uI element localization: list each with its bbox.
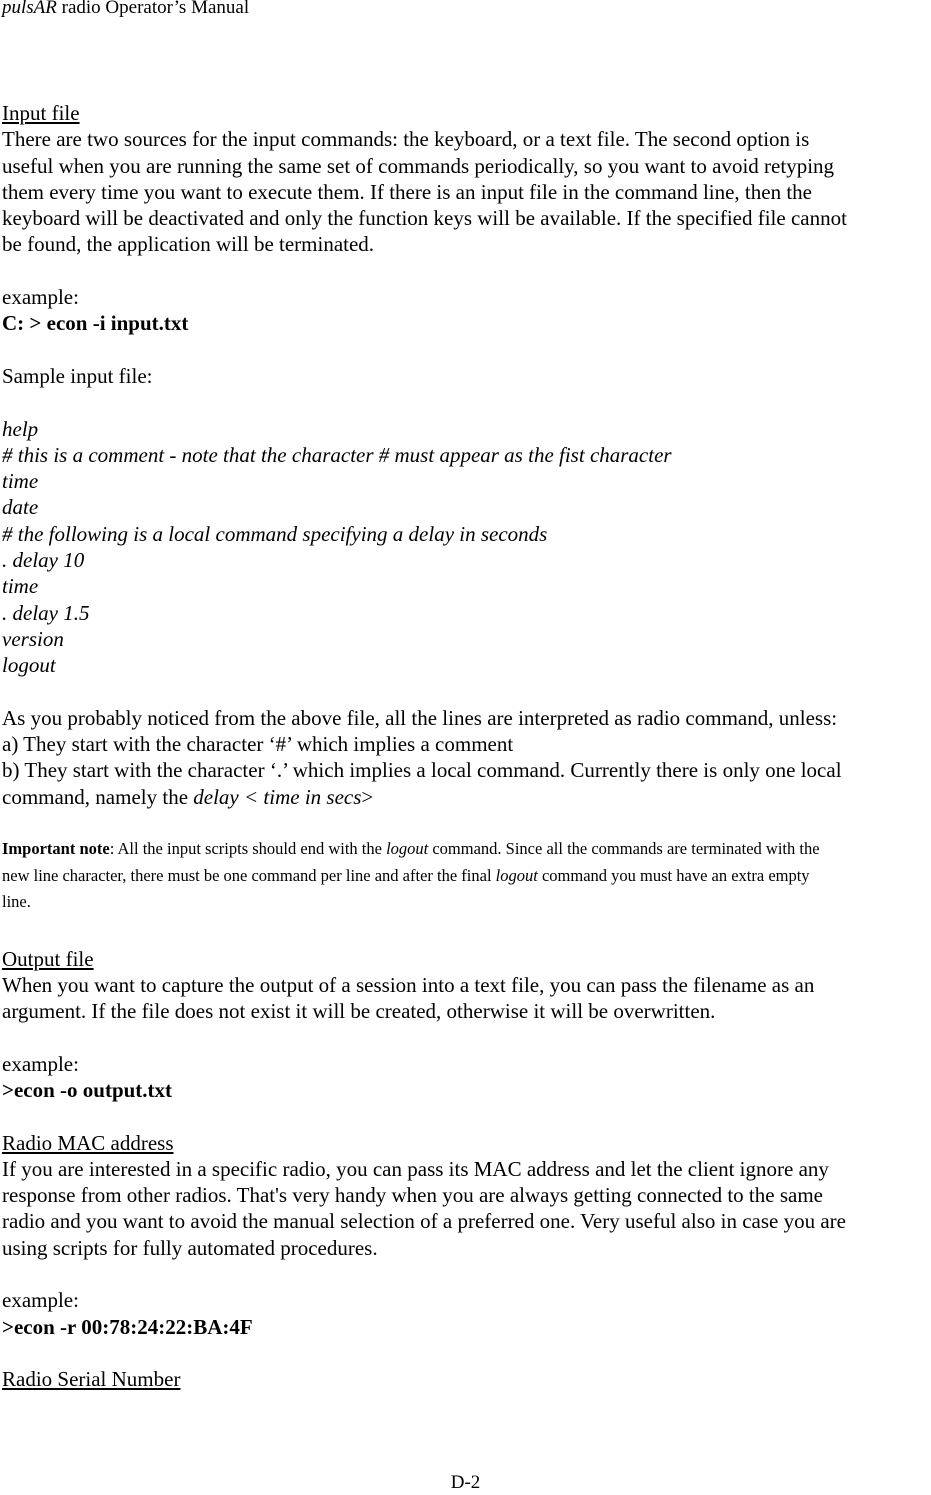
- mac-example-command: >econ -r 00:78:24:22:BA:4F: [2, 1314, 253, 1339]
- header-title: radio Operator’s Manual: [56, 0, 250, 18]
- sample-input-line: . delay 1.5: [2, 600, 90, 625]
- sample-input-line: time: [2, 469, 39, 494]
- sample-input-line: date: [2, 495, 39, 520]
- delay-command-line: [2, 784, 930, 810]
- delay-prefix: command, namely the: [2, 784, 194, 809]
- output-paragraph-line: When you want to capture the output of a session into a text file, you can pass the filename as an: [2, 972, 815, 997]
- output-paragraph-line: argument. If the file does not exist it will be created, otherwise it will be overwritten.: [2, 999, 716, 1024]
- sample-input-line: # the following is a local command specifying a delay in seconds: [2, 521, 548, 546]
- note-line: line.: [2, 891, 31, 911]
- mac-paragraph-line: using scripts for fully automated procedures.: [2, 1235, 378, 1260]
- sample-input-line: . delay 10: [2, 548, 85, 573]
- input-example-label: example:: [2, 285, 79, 310]
- input-example-command: C: > econ -i input.txt: [2, 311, 189, 336]
- page-content: [2, 100, 930, 1393]
- serial-number-heading: Radio Serial Number: [2, 1367, 181, 1392]
- output-example-command: >econ -o output.txt: [2, 1077, 173, 1102]
- note-logout: logout: [386, 839, 429, 859]
- spacer: [2, 337, 930, 363]
- sample-input-line: logout: [2, 653, 56, 678]
- spacer: [2, 258, 930, 284]
- sample-input-line: version: [2, 626, 64, 651]
- note-text: new line character, there must be one command per line and after the final: [2, 865, 496, 885]
- explanation-line: a) They start with the character ‘#’ which implies a comment: [2, 732, 514, 757]
- spacer: [2, 389, 930, 415]
- page-number: D-2: [450, 1472, 481, 1493]
- input-paragraph-line: There are two sources for the input commands: the keyboard, or a text file. The second option is: [2, 127, 810, 152]
- mac-address-heading: Radio MAC address: [2, 1130, 174, 1155]
- spacer: [2, 810, 930, 836]
- explanation-line: b) They start with the character ‘.’ which implies a local command. Currently there is only one local: [2, 758, 842, 783]
- note-line: [2, 838, 930, 864]
- sample-input-line: time: [2, 574, 39, 599]
- mac-paragraph-line: radio and you want to avoid the manual selection of a preferred one. Very useful also in case you are: [2, 1209, 846, 1234]
- mac-paragraph-line: response from other radios. That's very handy when you are always getting connected to the same: [2, 1183, 823, 1208]
- mac-example-label: example:: [2, 1288, 79, 1313]
- spacer: [2, 1024, 930, 1050]
- page-header: [2, 0, 249, 20]
- explanation-line: As you probably noticed from the above file, all the lines are interpreted as radio command, unless:: [2, 705, 838, 730]
- note-line: [2, 865, 930, 891]
- spacer: [2, 1103, 930, 1129]
- sample-input-line: help: [2, 416, 39, 441]
- output-example-label: example:: [2, 1051, 79, 1076]
- input-paragraph-line: useful when you are running the same set of commands periodically, so you want to avoid retyping: [2, 153, 835, 178]
- delay-syntax: delay < time in secs: [193, 784, 362, 809]
- spacer: [2, 919, 930, 945]
- sample-input-line: # this is a comment - note that the character # must appear as the fist character: [2, 442, 672, 467]
- spacer: [2, 1340, 930, 1366]
- delay-suffix: >: [361, 784, 374, 809]
- input-file-heading: Input file: [2, 101, 80, 125]
- output-file-heading: Output file: [2, 946, 94, 971]
- spacer: [2, 1261, 930, 1287]
- header-product-name: pulsAR: [2, 0, 57, 18]
- note-logout: logout: [495, 865, 538, 885]
- spacer: [2, 679, 930, 705]
- note-text: : All the input scripts should end with the: [109, 839, 387, 859]
- input-paragraph-line: them every time you want to execute them. If there is an input file in the command line, then the: [2, 179, 812, 204]
- note-label: Important note: [2, 839, 110, 859]
- input-paragraph-line: keyboard will be deactivated and only the function keys will be available. If the specified file cannot: [2, 206, 847, 231]
- important-note: [2, 838, 930, 917]
- sample-input-label: Sample input file:: [2, 363, 153, 388]
- note-text: command. Since all the commands are terminated with the: [428, 839, 820, 859]
- mac-paragraph-line: If you are interested in a specific radio, you can pass its MAC address and let the client ignore any: [2, 1156, 829, 1181]
- input-paragraph-line: be found, the application will be terminated.: [2, 232, 375, 257]
- note-text: command you must have an extra empty: [537, 865, 810, 885]
